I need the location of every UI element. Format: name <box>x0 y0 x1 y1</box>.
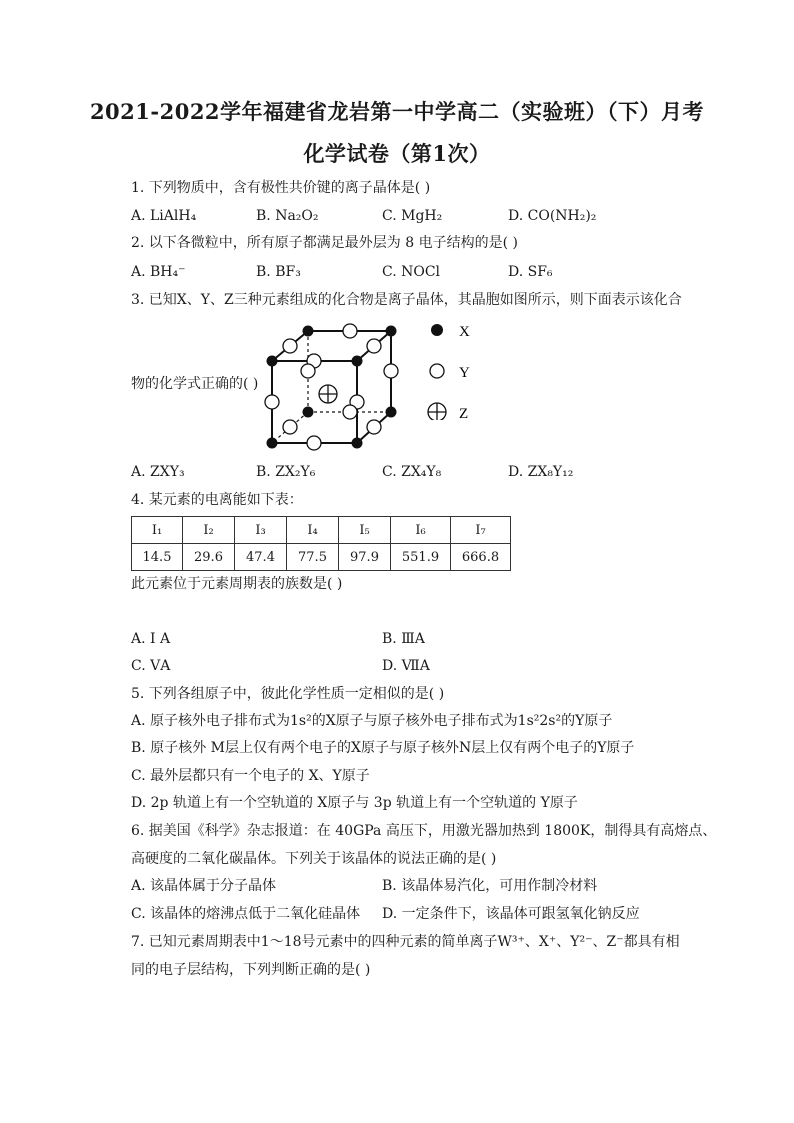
q1-option-d: D. CO(NH₂)₂ <box>508 208 597 224</box>
legend-x-symbol <box>431 324 443 336</box>
table-header-cell: I₁ <box>132 517 183 544</box>
ionization-table <box>131 516 511 571</box>
table-header-cell: I₅ <box>339 517 391 544</box>
exam-title: 2021-2022学年福建省龙岩第一中学高二（实验班）（下）月考 <box>89 99 705 124</box>
q3-option-d: D. ZX₈Y₁₂ <box>508 464 574 480</box>
table-cell: 14.5 <box>132 544 183 571</box>
q4-stem: 4. 某元素的电离能如下表： <box>131 492 303 508</box>
q6-option-b: B. 该晶体易汽化，可用作制冷材料 <box>382 878 598 894</box>
q7-stem: 7. 已知元素周期表中1～18号元素中的四种元素的简单离子W³⁺、X⁺、Y²⁻、Z⁻都具有相 <box>131 934 680 950</box>
q5-option-d: D. 2p 轨道上有一个空轨道的 X原子与 3p 轨道上有一个空轨道的 Y原子 <box>131 795 578 811</box>
q5-option-c: C. 最外层都只有一个电子的 X、Y原子 <box>131 768 370 784</box>
table-cell: 77.5 <box>287 544 339 571</box>
q3-stem-continued: 物的化学式正确的( ) <box>131 376 259 392</box>
q3-option-a: A. ZXY₃ <box>131 464 185 480</box>
q1-option-b: B. Na₂O₂ <box>256 208 319 224</box>
q2-option-b: B. BF₃ <box>256 264 301 280</box>
q3-option-c: C. ZX₄Y₈ <box>382 464 442 480</box>
q3-stem: 3. 已知X、Y、Z三种元素组成的化合物是离子晶体，其晶胞如图所示，则下面表示该化合 <box>131 292 682 308</box>
q1-option-a: A. LiAlH₄ <box>131 208 197 224</box>
q4-option-c: C. ⅤA <box>131 658 171 674</box>
q2-option-c: C. NOCl <box>382 264 441 280</box>
legend-z-symbol <box>428 403 446 420</box>
table-header-row <box>132 517 511 544</box>
q1-option-c: C. MgH₂ <box>382 208 443 224</box>
exam-subtitle: 化学试卷（第1次） <box>303 141 491 166</box>
q6-option-a: A. 该晶体属于分子晶体 <box>131 878 277 894</box>
q6-option-d: D. 一定条件下，该晶体可跟氢氧化钠反应 <box>382 906 640 922</box>
q4-question: 此元素位于元素周期表的族数是( ) <box>131 576 343 592</box>
q4-option-b: B. ⅢA <box>382 631 425 647</box>
q6-stem-continued: 高硬度的二氧化碳晶体。下列关于该晶体的说法正确的是( ) <box>131 851 497 867</box>
q6-stem: 6. 据美国《科学》杂志报道：在 40GPa 高压下，用激光器加热到 1800K，制得具有高熔点、 <box>131 823 717 839</box>
table-cell: 47.4 <box>235 544 287 571</box>
q4-option-a: A. Ⅰ A <box>131 631 171 647</box>
q5-stem: 5. 下列各组原子中，彼此化学性质一定相似的是( ) <box>131 686 445 702</box>
q3-option-b: B. ZX₂Y₆ <box>256 464 316 480</box>
legend-y-label: Y <box>459 365 470 381</box>
table-cell: 29.6 <box>183 544 235 571</box>
q2-stem: 2. 以下各微粒中，所有原子都满足最外层为 8 电子结构的是( ) <box>131 235 518 251</box>
legend-x-label: X <box>459 324 470 340</box>
crystal-legend <box>425 320 485 420</box>
q2-option-d: D. SF₆ <box>508 264 553 280</box>
table-header-cell: I₂ <box>183 517 235 544</box>
table-row <box>132 544 511 571</box>
q4-option-d: D. ⅦA <box>382 658 430 674</box>
q2-option-a: A. BH₄⁻ <box>131 264 186 280</box>
q1-stem: 1. 下列物质中，含有极性共价键的离子晶体是( ) <box>131 180 431 196</box>
crystal-cell-diagram <box>262 320 407 455</box>
table-cell: 666.8 <box>451 544 511 571</box>
q5-option-b: B. 原子核外 M层上仅有两个电子的X原子与原子核外N层上仅有两个电子的Y原子 <box>131 740 635 756</box>
q6-option-c: C. 该晶体的熔沸点低于二氧化硅晶体 <box>131 906 361 922</box>
table-cell: 97.9 <box>339 544 391 571</box>
table-header-cell: I₆ <box>391 517 451 544</box>
legend-y-symbol <box>430 364 444 378</box>
table-header-cell: I₄ <box>287 517 339 544</box>
table-header-cell: I₇ <box>451 517 511 544</box>
q5-option-a: A. 原子核外电子排布式为1s²的X原子与原子核外电子排布式为1s²2s²的Y原子 <box>131 713 613 729</box>
table-cell: 551.9 <box>391 544 451 571</box>
table-header-cell: I₃ <box>235 517 287 544</box>
legend-z-label: Z <box>459 406 469 420</box>
q7-stem-continued: 同的电子层结构，下列判断正确的是( ) <box>131 962 371 978</box>
